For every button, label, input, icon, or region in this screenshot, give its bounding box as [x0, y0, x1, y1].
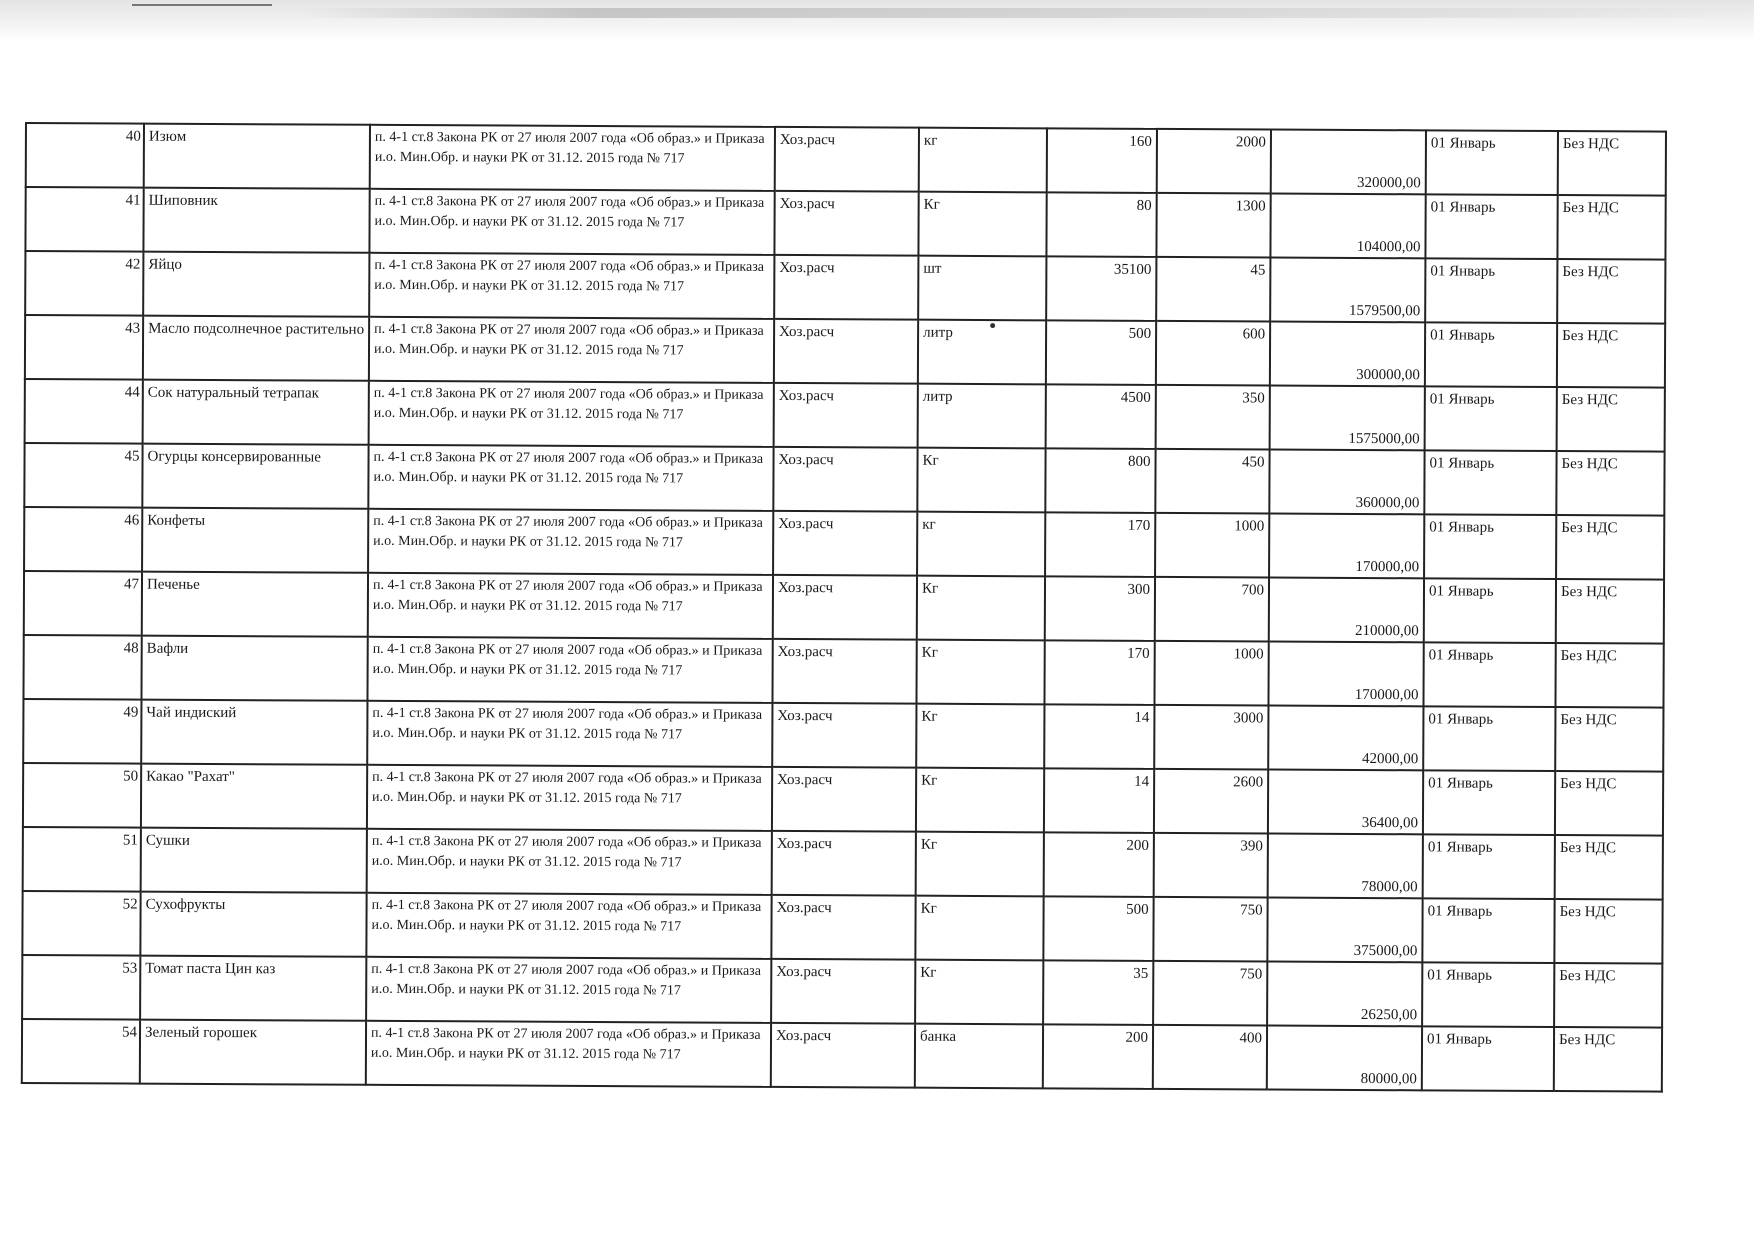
unit-of-measure-cell: Кг — [917, 576, 1045, 641]
vat-status-cell: Без НДС — [1555, 771, 1663, 836]
total-amount-cell: 360000,00 — [1269, 450, 1424, 515]
funding-source-cell: Хоз.расч — [771, 1023, 915, 1088]
table-row — [22, 891, 1662, 964]
total-amount-cell: 1575000,00 — [1270, 386, 1425, 451]
delivery-term-cell: 01 Январь — [1425, 194, 1557, 259]
funding-source-cell: Хоз.расч — [774, 255, 918, 320]
funding-source-cell: Хоз.расч — [773, 511, 917, 576]
table-row — [25, 251, 1665, 324]
row-number-cell: 48 — [23, 635, 141, 700]
row-number-cell: 53 — [22, 955, 140, 1020]
row-number-cell: 52 — [22, 891, 140, 956]
table-row — [24, 507, 1664, 580]
funding-source-cell: Хоз.расч — [772, 767, 916, 832]
table-row — [22, 955, 1662, 1028]
delivery-term-cell: 01 Январь — [1422, 1026, 1554, 1091]
funding-source-cell: Хоз.расч — [772, 703, 916, 768]
row-number-cell: 51 — [23, 827, 141, 892]
unit-price-cell: 600 — [1156, 321, 1270, 386]
unit-price-cell: 400 — [1153, 1025, 1267, 1090]
row-number-cell: 40 — [26, 123, 144, 188]
unit-price-cell: 1300 — [1156, 193, 1270, 258]
delivery-term-cell: 01 Январь — [1422, 962, 1554, 1027]
funding-source-cell: Хоз.расч — [773, 447, 917, 512]
unit-price-cell: 2000 — [1157, 129, 1271, 194]
delivery-term-cell: 01 Январь — [1423, 834, 1555, 899]
legal-basis-cell: п. 4-1 ст.8 Закона РК от 27 июля 2007 года «Об образ.» и Приказа и.о. Мин.Обр. и науки РК от 31.12. 2015 года № 717 — [368, 509, 773, 575]
legal-basis-cell: п. 4-1 ст.8 Закона РК от 27 июля 2007 года «Об образ.» и Приказа и.о. Мин.Обр. и науки РК от 31.12. 2015 года № 717 — [367, 637, 772, 703]
unit-of-measure-cell: Кг — [918, 192, 1046, 257]
unit-of-measure-cell: Кг — [916, 704, 1044, 769]
legal-basis-cell: п. 4-1 ст.8 Закона РК от 27 июля 2007 года «Об образ.» и Приказа и.о. Мин.Обр. и науки РК от 31.12. 2015 года № 717 — [369, 381, 774, 447]
delivery-term-cell: 01 Январь — [1424, 450, 1556, 515]
quantity-cell: 500 — [1046, 320, 1156, 385]
item-name-cell: Шиповник — [143, 188, 369, 253]
total-amount-cell: 1579500,00 — [1270, 258, 1425, 323]
legal-basis-cell: п. 4-1 ст.8 Закона РК от 27 июля 2007 года «Об образ.» и Приказа и.о. Мин.Обр. и науки РК от 31.12. 2015 года № 717 — [366, 893, 771, 959]
item-name-cell: Сушки — [141, 828, 367, 893]
unit-price-cell: 3000 — [1154, 705, 1268, 770]
row-number-cell: 43 — [25, 315, 143, 380]
total-amount-cell: 36400,00 — [1268, 770, 1423, 835]
table-row — [24, 443, 1664, 516]
quantity-cell: 14 — [1044, 704, 1154, 769]
vat-status-cell: Без НДС — [1555, 835, 1663, 900]
unit-price-cell: 1000 — [1155, 513, 1269, 578]
delivery-term-cell: 01 Январь — [1426, 130, 1558, 195]
vat-status-cell: Без НДС — [1557, 387, 1665, 452]
unit-price-cell: 390 — [1154, 833, 1268, 898]
item-name-cell: Конфеты — [142, 508, 368, 573]
legal-basis-cell: п. 4-1 ст.8 Закона РК от 27 июля 2007 года «Об образ.» и Приказа и.о. Мин.Обр. и науки РК от 31.12. 2015 года № 717 — [367, 701, 772, 767]
unit-of-measure-cell: Кг — [915, 896, 1043, 961]
unit-of-measure-cell: Кг — [916, 768, 1044, 833]
item-name-cell: Яйцо — [143, 252, 369, 317]
total-amount-cell: 320000,00 — [1271, 130, 1426, 195]
vat-status-cell: Без НДС — [1556, 451, 1664, 516]
funding-source-cell: Хоз.расч — [775, 127, 919, 192]
delivery-term-cell: 01 Январь — [1425, 258, 1557, 323]
vat-status-cell: Без НДС — [1557, 195, 1665, 260]
quantity-cell: 170 — [1044, 640, 1154, 705]
legal-basis-cell: п. 4-1 ст.8 Закона РК от 27 июля 2007 года «Об образ.» и Приказа и.о. Мин.Обр. и науки РК от 31.12. 2015 года № 717 — [366, 957, 771, 1023]
delivery-term-cell: 01 Январь — [1424, 514, 1556, 579]
delivery-term-cell: 01 Январь — [1425, 386, 1557, 451]
total-amount-cell: 42000,00 — [1268, 706, 1423, 771]
unit-of-measure-cell: банка — [915, 1024, 1043, 1089]
quantity-cell: 200 — [1043, 1024, 1153, 1089]
total-amount-cell: 104000,00 — [1270, 194, 1425, 259]
unit-price-cell: 750 — [1153, 897, 1267, 962]
quantity-cell: 170 — [1045, 512, 1155, 577]
legal-basis-cell: п. 4-1 ст.8 Закона РК от 27 июля 2007 года «Об образ.» и Приказа и.о. Мин.Обр. и науки РК от 31.12. 2015 года № 717 — [366, 1021, 771, 1087]
unit-of-measure-cell: шт — [918, 256, 1046, 321]
vat-status-cell: Без НДС — [1554, 963, 1662, 1028]
unit-of-measure-cell: Кг — [917, 448, 1045, 513]
vat-status-cell: Без НДС — [1556, 579, 1664, 644]
row-number-cell: 45 — [24, 443, 142, 508]
table-row — [23, 699, 1663, 772]
total-amount-cell: 170000,00 — [1268, 642, 1423, 707]
item-name-cell: Зеленый горошек — [140, 1020, 366, 1085]
quantity-cell: 160 — [1047, 128, 1157, 193]
table-row — [22, 1019, 1662, 1092]
funding-source-cell: Хоз.расч — [774, 191, 918, 256]
unit-of-measure-cell: кг — [919, 128, 1047, 193]
unit-price-cell: 350 — [1156, 385, 1270, 450]
quantity-cell: 200 — [1044, 832, 1154, 897]
quantity-cell: 35 — [1043, 960, 1153, 1025]
unit-of-measure-cell: литр — [918, 384, 1046, 449]
funding-source-cell: Хоз.расч — [771, 959, 915, 1024]
scan-speck — [990, 323, 995, 328]
delivery-term-cell: 01 Январь — [1422, 898, 1554, 963]
delivery-term-cell: 01 Январь — [1423, 642, 1555, 707]
funding-source-cell: Хоз.расч — [772, 831, 916, 896]
row-number-cell: 46 — [24, 507, 142, 572]
unit-price-cell: 450 — [1155, 449, 1269, 514]
unit-of-measure-cell: кг — [917, 512, 1045, 577]
legal-basis-cell: п. 4-1 ст.8 Закона РК от 27 июля 2007 года «Об образ.» и Приказа и.о. Мин.Обр. и науки РК от 31.12. 2015 года № 717 — [370, 125, 775, 191]
row-number-cell: 49 — [23, 699, 141, 764]
row-number-cell: 41 — [25, 187, 143, 252]
total-amount-cell: 375000,00 — [1267, 898, 1422, 963]
legal-basis-cell: п. 4-1 ст.8 Закона РК от 27 июля 2007 года «Об образ.» и Приказа и.о. Мин.Обр. и науки РК от 31.12. 2015 года № 717 — [369, 253, 774, 319]
quantity-cell: 35100 — [1046, 256, 1156, 321]
table-row — [23, 763, 1663, 836]
row-number-cell: 54 — [22, 1019, 140, 1084]
quantity-cell: 300 — [1045, 576, 1155, 641]
unit-price-cell: 700 — [1155, 577, 1269, 642]
scan-streak — [300, 8, 1754, 18]
row-number-cell: 47 — [24, 571, 142, 636]
total-amount-cell: 300000,00 — [1270, 322, 1425, 387]
table-row — [23, 635, 1663, 708]
procurement-table — [21, 122, 1667, 1093]
delivery-term-cell: 01 Январь — [1425, 322, 1557, 387]
item-name-cell: Чай индиский — [141, 700, 367, 765]
table-body — [22, 123, 1666, 1092]
unit-price-cell: 45 — [1156, 257, 1270, 322]
quantity-cell: 800 — [1045, 448, 1155, 513]
funding-source-cell: Хоз.расч — [774, 319, 918, 384]
funding-source-cell: Хоз.расч — [773, 575, 917, 640]
total-amount-cell: 80000,00 — [1267, 1026, 1422, 1091]
unit-of-measure-cell: Кг — [915, 960, 1043, 1025]
quantity-cell: 14 — [1044, 768, 1154, 833]
document-page — [21, 122, 1665, 1091]
funding-source-cell: Хоз.расч — [772, 639, 916, 704]
row-number-cell: 50 — [23, 763, 141, 828]
item-name-cell: Масло подсолнечное растительно — [143, 316, 369, 381]
quantity-cell: 80 — [1046, 192, 1156, 257]
item-name-cell: Какао "Рахат" — [141, 764, 367, 829]
item-name-cell: Изюм — [144, 124, 370, 189]
unit-price-cell: 2600 — [1154, 769, 1268, 834]
unit-of-measure-cell: литр — [918, 320, 1046, 385]
funding-source-cell: Хоз.расч — [771, 895, 915, 960]
legal-basis-cell: п. 4-1 ст.8 Закона РК от 27 июля 2007 года «Об образ.» и Приказа и.о. Мин.Обр. и науки РК от 31.12. 2015 года № 717 — [368, 445, 773, 511]
item-name-cell: Томат паста Цин каз — [140, 956, 366, 1021]
quantity-cell: 4500 — [1046, 384, 1156, 449]
delivery-term-cell: 01 Январь — [1423, 706, 1555, 771]
delivery-term-cell: 01 Январь — [1424, 578, 1556, 643]
item-name-cell: Вафли — [141, 636, 367, 701]
legal-basis-cell: п. 4-1 ст.8 Закона РК от 27 июля 2007 года «Об образ.» и Приказа и.о. Мин.Обр. и науки РК от 31.12. 2015 года № 717 — [369, 189, 774, 255]
table-row — [24, 571, 1664, 644]
total-amount-cell: 26250,00 — [1267, 962, 1422, 1027]
table-row — [25, 315, 1665, 388]
table-row — [25, 379, 1665, 452]
item-name-cell: Сок натуральный тетрапак — [143, 380, 369, 445]
total-amount-cell: 210000,00 — [1269, 578, 1424, 643]
vat-status-cell: Без НДС — [1555, 707, 1663, 772]
unit-price-cell: 750 — [1153, 961, 1267, 1026]
legal-basis-cell: п. 4-1 ст.8 Закона РК от 27 июля 2007 года «Об образ.» и Приказа и.о. Мин.Обр. и науки РК от 31.12. 2015 года № 717 — [369, 317, 774, 383]
table-row — [23, 827, 1663, 900]
row-number-cell: 42 — [25, 251, 143, 316]
unit-price-cell: 1000 — [1154, 641, 1268, 706]
vat-status-cell: Без НДС — [1557, 323, 1665, 388]
unit-of-measure-cell: Кг — [916, 832, 1044, 897]
legal-basis-cell: п. 4-1 ст.8 Закона РК от 27 июля 2007 года «Об образ.» и Приказа и.о. Мин.Обр. и науки РК от 31.12. 2015 года № 717 — [367, 765, 772, 831]
funding-source-cell: Хоз.расч — [774, 383, 918, 448]
vat-status-cell: Без НДС — [1555, 643, 1663, 708]
row-number-cell: 44 — [25, 379, 143, 444]
scan-mark — [132, 4, 272, 12]
quantity-cell: 500 — [1043, 896, 1153, 961]
item-name-cell: Сухофрукты — [140, 892, 366, 957]
vat-status-cell: Без НДС — [1557, 259, 1665, 324]
table-row — [26, 123, 1666, 196]
table-row — [25, 187, 1665, 260]
item-name-cell: Огурцы консервированные — [142, 444, 368, 509]
unit-of-measure-cell: Кг — [916, 640, 1044, 705]
total-amount-cell: 170000,00 — [1269, 514, 1424, 579]
item-name-cell: Печенье — [142, 572, 368, 637]
vat-status-cell: Без НДС — [1556, 515, 1664, 580]
vat-status-cell: Без НДС — [1554, 1027, 1662, 1092]
vat-status-cell: Без НДС — [1558, 131, 1666, 196]
total-amount-cell: 78000,00 — [1268, 834, 1423, 899]
legal-basis-cell: п. 4-1 ст.8 Закона РК от 27 июля 2007 года «Об образ.» и Приказа и.о. Мин.Обр. и науки РК от 31.12. 2015 года № 717 — [368, 573, 773, 639]
delivery-term-cell: 01 Январь — [1423, 770, 1555, 835]
vat-status-cell: Без НДС — [1554, 899, 1662, 964]
legal-basis-cell: п. 4-1 ст.8 Закона РК от 27 июля 2007 года «Об образ.» и Приказа и.о. Мин.Обр. и науки РК от 31.12. 2015 года № 717 — [367, 829, 772, 895]
